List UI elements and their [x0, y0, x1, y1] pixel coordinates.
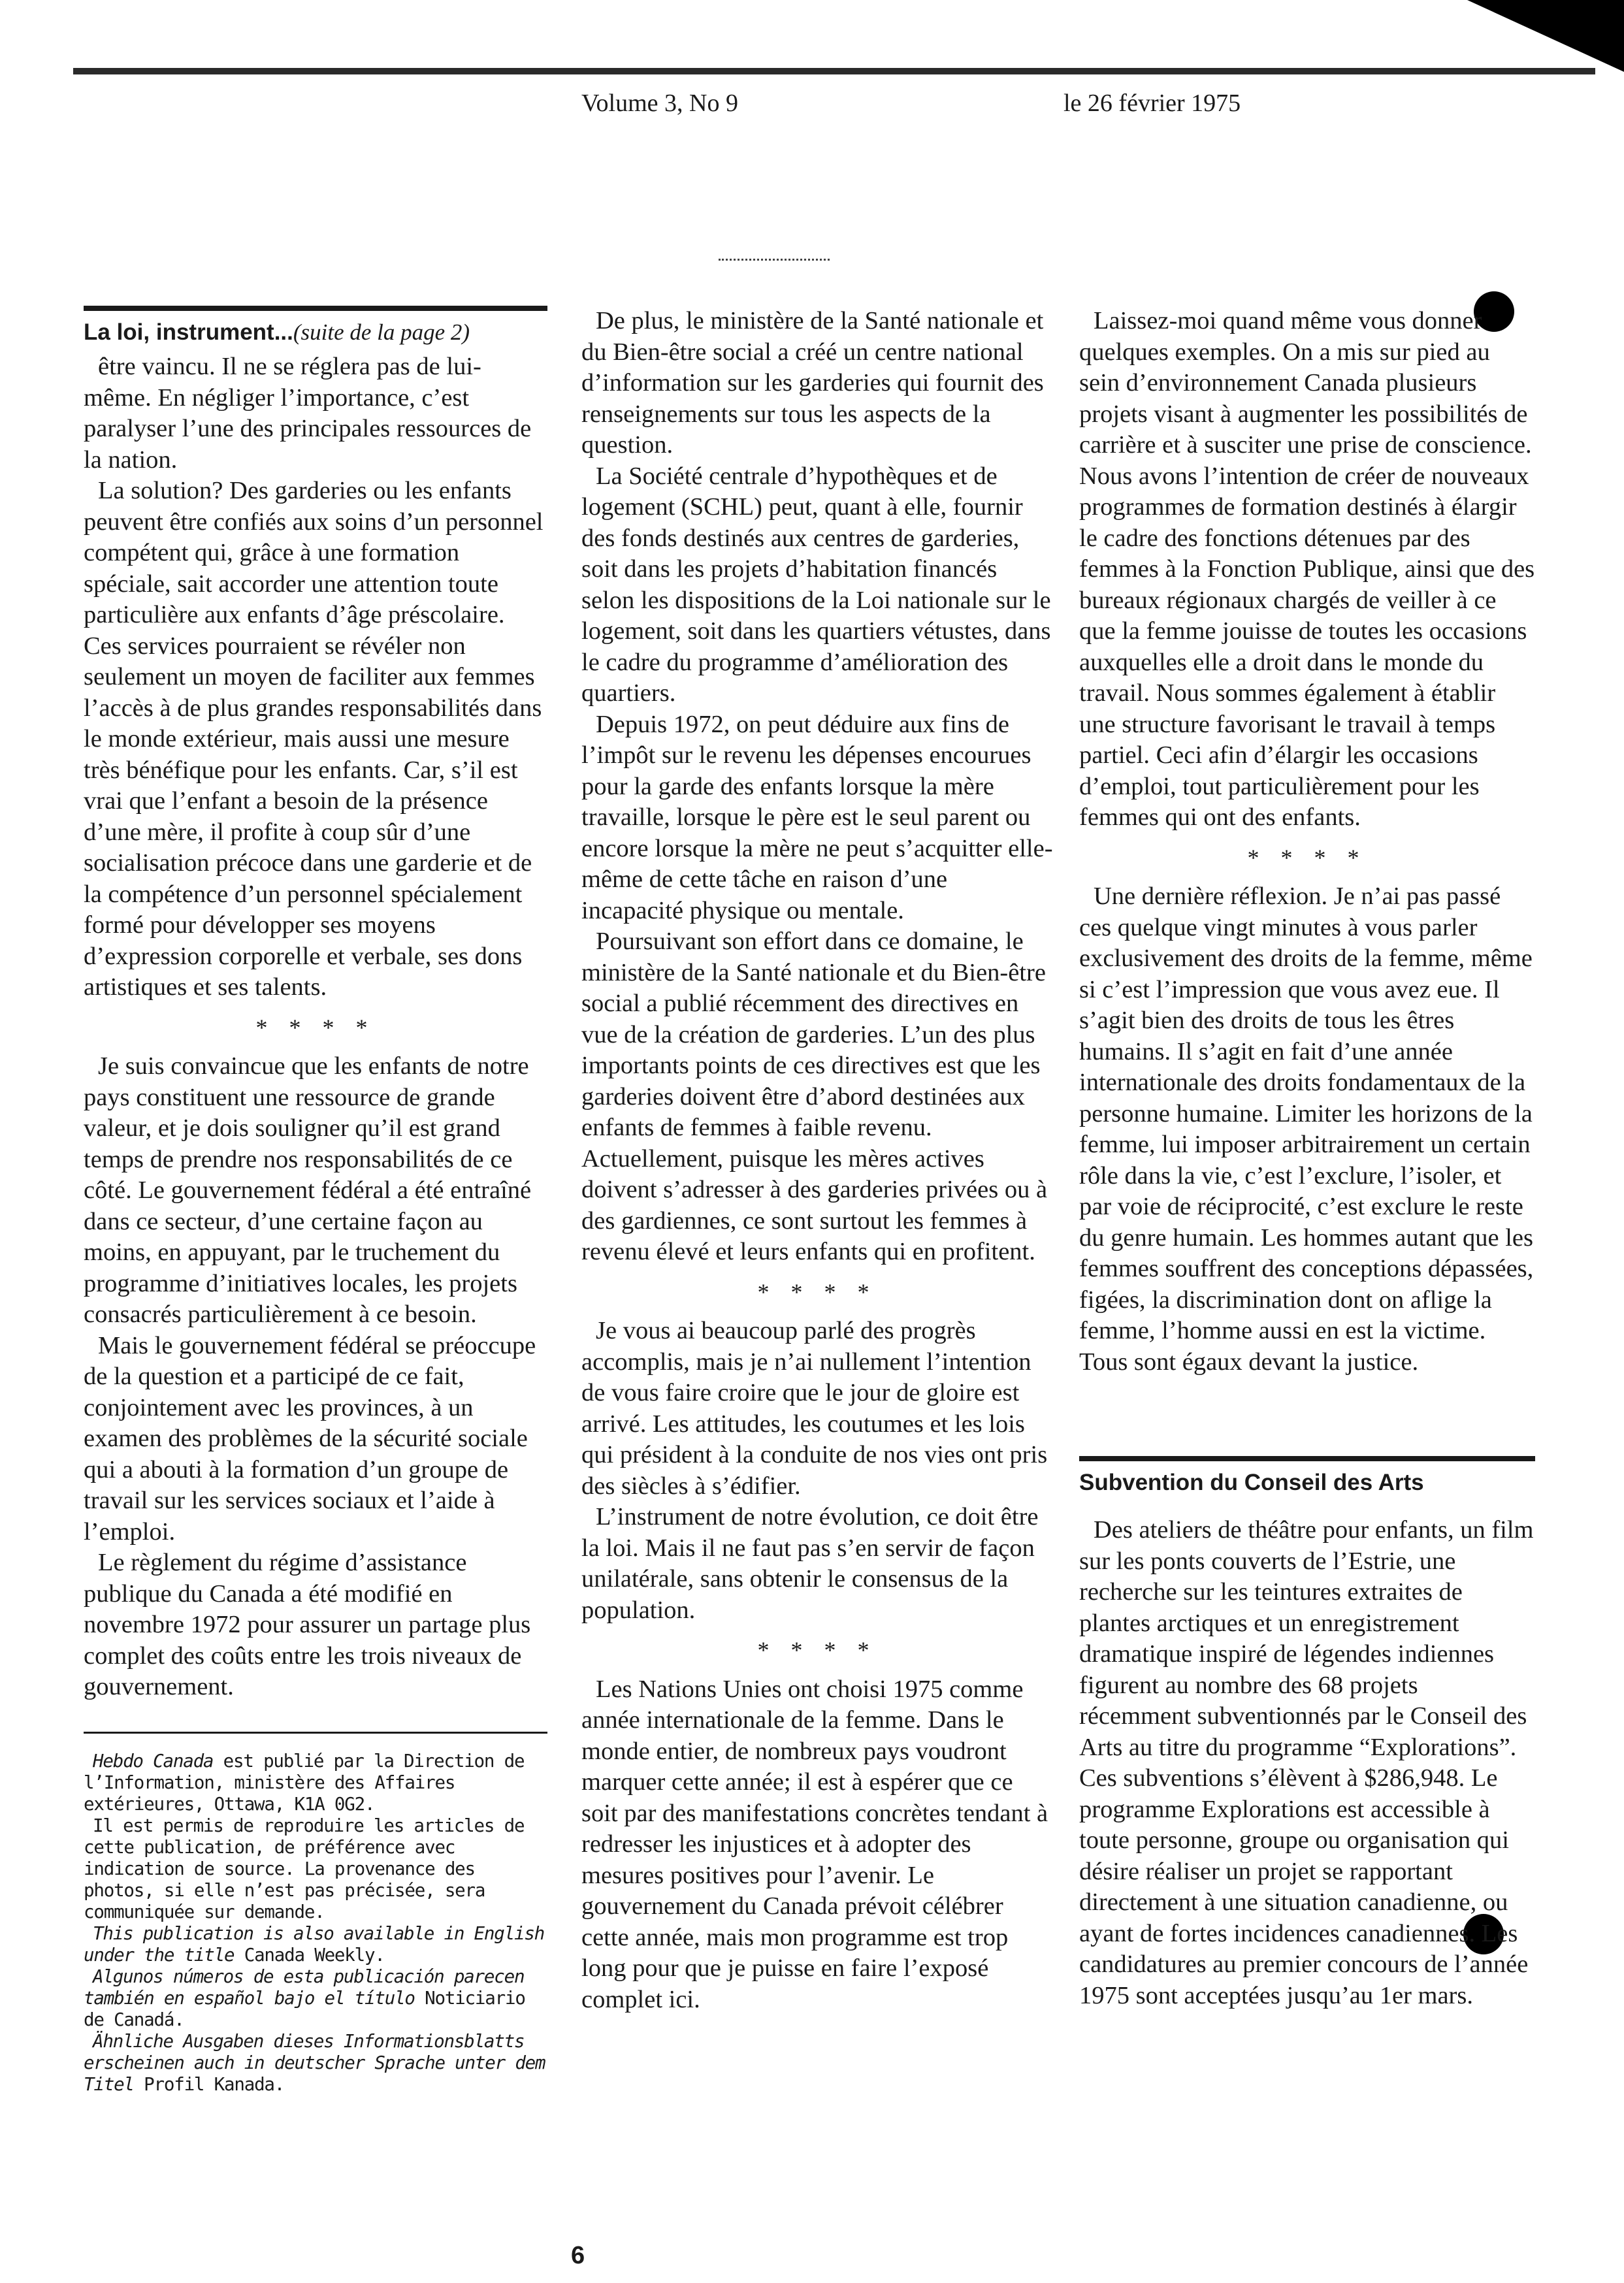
- footnote-italic: Hebdo Canada: [93, 1750, 214, 1772]
- column-1: [84, 306, 547, 2096]
- article-title: La loi, instrument...: [84, 319, 293, 345]
- footnote-paragraph: [84, 2031, 547, 2096]
- footnote-italic: Ähnliche Ausgaben dieses Informationsblatts erscheinen auch in deutscher Sprache unter dem Titel: [84, 2030, 545, 2095]
- paragraph: Le règlement du régime d’assistance publique du Canada a été modifié en novembre 1972 pour assurer un partage plus complet des coûts entre les trois niveaux de gouvernement.: [84, 1549, 531, 1700]
- issue-volume: Volume 3, No 9: [581, 89, 738, 117]
- paragraph: Poursuivant son effort dans ce domaine, le ministère de la Santé nationale et du Bien-être social a publié récemment des directives en vue de la création de garderies. L’un des plus importants points de ces directives est que les garderies doivent être d’abord destinées aux enfants de femmes à faible revenu. Actuellement, puisque les mères actives doivent s’adresser à des garderies privées ou à des gardiennes, ce sont surtout les femmes à revenu élevé et leurs enfants qui en profitent.: [581, 928, 1048, 1265]
- footnote-rule: [84, 1732, 547, 1734]
- page-number: 6: [571, 2242, 585, 2269]
- column-3: [1079, 306, 1535, 2011]
- footnote-text: est publié par la Direction de l’Information, ministère des Affaires extérieures, Ottawa, K1A 0G2.: [84, 1750, 525, 1815]
- section-divider: * * * *: [757, 1637, 877, 1663]
- footnote-paragraph: [84, 1923, 547, 1966]
- footnote-italic: Algunos números de esta publicación parecen también en español bajo el título: [84, 1966, 525, 2009]
- paragraph: Les Nations Unies ont choisi 1975 comme année internationale de la femme. Dans le monde entier, de nombreux pays voudront marquer cette année; il est à espérer que ce soit par des manifestations concrètes tendant à redresser les injustices et à adopter des mesures positives pour l’avenir. Le gouvernement du Canada prévoit célébrer cette année, mais mon programme est trop long pour que je puisse en faire l’exposé complet ici.: [581, 1675, 1048, 2013]
- footnote-italic: This publication is also available in English under the title: [84, 1922, 545, 1966]
- footnote-text: Canada Weekly.: [234, 1944, 385, 1966]
- article-heading: [84, 317, 547, 348]
- paragraph: De plus, le ministère de la Santé nationale et du Bien-être social a créé un centre national d’information sur les garderies qui fournit des renseignements sur tous les aspects de la question.: [581, 307, 1044, 459]
- paragraph: L’instrument de notre évolution, ce doit être la loi. Mais il ne faut pas s’en servir de façon unilatérale, sans obtenir le consensus de la population.: [581, 1503, 1039, 1624]
- top-rule: [73, 68, 1595, 74]
- footnote-paragraph: [84, 1966, 547, 2031]
- section-gap: [1079, 1378, 1535, 1456]
- paragraph: Des ateliers de théâtre pour enfants, un film sur les ponts couverts de l’Estrie, une recherche sur les teintures extraites de plantes arctiques et un enregistrement dramatique inspiré de légendes indiennes figurent au nombre des 68 projets récemment subventionnés par le Conseil des Arts au titre du programme “Explorations”. Ces subventions s’élèvent à $286,948. Le programme Explorations est accessible à toute personne, groupe ou organisation qui désire réaliser un projet se rapportant directement à une situation canadienne, ou ayant de fortes incidences canadiennes. Les candidatures au premier concours de l’année 1975 sont acceptées jusqu’au 1er mars.: [1079, 1516, 1534, 2009]
- section-divider: * * * *: [1247, 844, 1367, 871]
- paragraph: Une dernière réflexion. Je n’ai pas passé ces quelque vingt minutes à vous parler exclusivement des droits de la femme, même si c’est l’impression que vous avez eue. Il s’agit bien des droits de tous les êtres humains. Il s’agit en fait d’une année internationale des droits fondamentaux de la personne humaine. Limiter les horizons de la femme, lui imposer arbitrairement un certain rôle dans la vie, c’est l’exclure, l’isoler, et par voie de réciprocité, c’est exclure le reste du genre humain. Les hommes autant que les femmes souffrent des conceptions dépassées, figées, la discrimination dont on aflige la femme, l’homme aussi en est la victime. Tous sont égaux devant la justice.: [1079, 882, 1534, 1376]
- paragraph: La Société centrale d’hypothèques et de logement (SCHL) peut, quant à elle, fournir des fonds destinés aux centres de garderies, soit dans les projets d’habitation financés selon les dispositions de la Loi nationale sur le logement, soit dans les quartiers vétustes, dans le cadre du programme d’amélioration des quartiers.: [581, 462, 1051, 707]
- section-divider: * * * *: [255, 1014, 376, 1041]
- separator-mark: [719, 259, 830, 263]
- paragraph: Je vous ai beaucoup parlé des progrès accomplis, mais je n’ai nullement l’intention de vous faire croire que le jour de gloire est arrivé. Les attitudes, les coutumes et les lois qui président à la conduite de nos vies ont pris des siècles à s’édifier.: [581, 1317, 1048, 1500]
- paragraph: être vaincu. Il ne se réglera pas de lui-même. En négliger l’importance, c’est paralyser l’une des principales ressources de la nation.: [84, 353, 532, 474]
- column-2: [581, 306, 1053, 2015]
- paragraph: La solution? Des garderies ou les enfants peuvent être confiés aux soins d’un personnel compétent qui, grâce à une formation spéciale, sait accorder une attention toute particulière aux enfants d’âge préscolaire. Ces services pourraient se révéler non seulement un moyen de faciliter aux femmes l’accès à de plus grandes responsabilités dans le monde extérieur, mais aussi une mesure très bénéfique pour les enfants. Car, s’il est vrai que l’enfant a besoin de la présence d’une mère, il profite à coup sûr d’une socialisation précoce dans une garderie et de la compétence d’un personnel spécialement formé pour développer ses moyens d’expression corporelle et verbale, ses dons artistiques et ses talents.: [84, 477, 544, 1001]
- footnote-text: Profil Kanada.: [133, 2073, 285, 2095]
- section-divider: * * * *: [757, 1278, 877, 1305]
- corner-scan-mark: [1467, 0, 1624, 72]
- paragraph: Je suis convaincue que les enfants de notre pays constituent une ressource de grande valeur, et je dois souligner qu’il est grand temps de prendre nos responsabilités de ce côté. Le gouvernement fédéral a été entraîné dans ce secteur, d’une certaine façon au moins, en appuyant, par le truchement du programme d’initiatives locales, les projets consacrés particulièrement à ce besoin.: [84, 1052, 532, 1328]
- footnote-paragraph: Il est permis de reproduire les articles de cette publication, de préférence avec indication de source. La provenance des photos, si elle n’est pas précisée, sera communiquée sur demande.: [84, 1815, 525, 1922]
- paragraph: Laissez-moi quand même vous donner quelques exemples. On a mis sur pied au sein d’environnement Canada plusieurs projets visant à augmenter les possibilités de carrière et à susciter une prise de conscience. Nous avons l’intention de créer de nouveaux programmes de formation destinés à élargir le cadre des fonctions détenues par des femmes à la Fonction Publique, ainsi que des bureaux régionaux chargés de veiller à ce que la femme jouisse de toutes les occasions auxquelles elle a droit dans le monde du travail. Nous sommes également à établir une structure favorisant le travail à temps partiel. Ceci afin d’élargir les occasions d’emploi, tout particulièrement pour les femmes qui ont des enfants.: [1079, 307, 1535, 831]
- continued-note: (suite de la page 2): [293, 319, 470, 345]
- section-rule: [84, 306, 547, 311]
- footnote-text: Noticiario de Canadá.: [84, 1987, 525, 2030]
- paragraph: Depuis 1972, on peut déduire aux fins de l’impôt sur le revenu les dépenses encourues pour la garde des enfants lorsque la mère travaille, lorsque le père est le seul parent ou encore lorsque la mère ne peut s’acquitter elle-même de cette tâche en raison d’une incapacité physique ou mentale.: [581, 710, 1053, 924]
- footnote-paragraph: [84, 1751, 547, 1815]
- section-rule: [1079, 1456, 1535, 1461]
- paragraph: Mais le gouvernement fédéral se préoccupe de la question et a participé de ce fait, conjointement avec les provinces, à un examen des problèmes de la sécurité sociale qui a abouti à la formation d’un groupe de travail sur les services sociaux et l’aide à l’emploi.: [84, 1331, 536, 1546]
- article-heading: Subvention du Conseil des Arts: [1079, 1470, 1424, 1495]
- issue-date: le 26 février 1975: [1064, 89, 1241, 117]
- publication-note: [84, 1751, 547, 2096]
